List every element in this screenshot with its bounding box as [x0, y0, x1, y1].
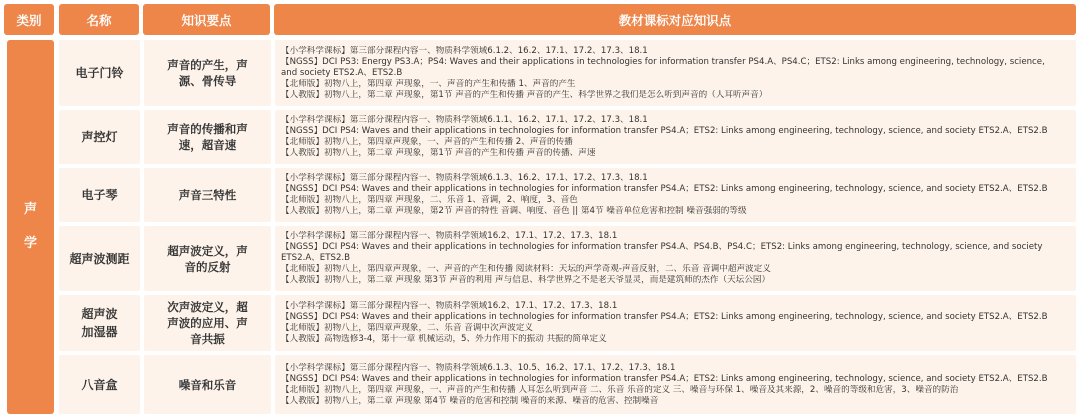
table-row — [59, 355, 1076, 414]
row-knowledge-point: 超声波定义，声 音的反射 — [144, 226, 271, 291]
table-row — [59, 40, 1076, 106]
mapping-line: 【NGSS】DCI PS4: Waves and their applications in technologies for information transfer PS4.A、PS4.B、PS4.C；ETS2: Links among engineering, technology, science, and society — [281, 242, 1043, 252]
row-knowledge-point: 声音的产生，声 源、骨传导 — [144, 40, 271, 106]
mapping-line: 【NGSS】DCI PS4: Waves and their applications in technologies for information transfer PS4.A；ETS2: Links among engineering, technology, science, and society ETS2.A、ETS2.B — [281, 373, 1048, 384]
mapping-line: 【小学科学课标】第三部分课程内容一、物质科学领域6.1.2、16.2、17.1、17.2、17.3、18.1 — [281, 45, 648, 56]
mapping-line: 【NGSS】DCI PS3: Energy PS3.A；PS4: Waves and their applications in technologies for information transfer PS4.A、PS4.C；ETS2: Links among engineering, technology, science, — [281, 56, 1045, 67]
row-mapping — [275, 355, 1076, 414]
row-mapping — [275, 226, 1076, 291]
mapping-line: 【NGSS】DCI PS4: Waves and their applications in technologies for information transfer PS4.A；ETS2: Links among engineering, technology, science, and society ETS2.A、ETS2.B — [281, 312, 1048, 322]
mapping-line: 【NGSS】DCI PS4: Waves and their applications in technologies for information transfer PS4.A；ETS2: Links among engineering, technology, science, and society ETS2.A、ETS2.B — [281, 184, 1048, 194]
category-char: 学 — [23, 236, 37, 251]
row-mapping — [275, 110, 1076, 164]
row-mapping — [275, 40, 1076, 106]
table-row — [59, 295, 1076, 351]
table-row — [59, 226, 1076, 291]
mapping-line: and society ETS2.A、ETS2.B — [281, 67, 403, 78]
header-mapping: 教材课标对应知识点 — [274, 4, 1076, 35]
mapping-line: 【人教版】初物八上，第二章 声现象 第4节 噪音的危害和控制 噪音的来源、噪音的危害、控制噪音 — [281, 395, 659, 406]
mapping-line: ETS2.A、ETS2.B — [281, 253, 351, 263]
mapping-line: 【北师版】初物八上，第四章 声现象，一、声音的产生和传播 1、声音的产生 — [281, 78, 576, 89]
row-name: 电子门铃 — [59, 40, 140, 106]
mapping-line: 【小学科学课标】第三部分课程内容一、物质科学领域16.2、17.1、17.2、17.3、18.1 — [281, 231, 618, 241]
row-knowledge-point: 次声波定义，超 声波的应用、声 音共振 — [144, 295, 271, 351]
table-row — [59, 168, 1076, 222]
row-knowledge-point: 声音的传播和声 速，超音速 — [144, 110, 271, 164]
mapping-line: 【人教版】初物八上，第二章 声现象，第1节 声音的产生和传播 声音的传播、声速 — [281, 148, 596, 158]
mapping-line: 【北师版】初物八上，第四章声现象，一、声音的产生和传播 阅读材料：天坛的声学奇观-声音反射，二、乐音 音调中超声波定义 — [281, 264, 771, 274]
category-char: 声 — [23, 202, 37, 217]
mapping-line: 【北师版】初物八上，第四章声现象，一、声音的产生和传播 2、声音的传播 — [281, 137, 573, 147]
mapping-line: 【小学科学课标】第三部分课程内容一、物质科学领域6.1.3、16.2、17.1、17.2、17.3、18.1 — [281, 173, 648, 183]
mapping-line: 【小学科学课标】第三部分课程内容一、物质科学领域6.1.1、16.2、17.1、17.2、17.3、18.1 — [281, 115, 648, 125]
row-mapping — [275, 168, 1076, 222]
header-category: 类别 — [4, 4, 54, 35]
header-name: 名称 — [59, 4, 139, 35]
mapping-line: 【北师版】初物八上，第四章 声现象，二、乐音 1、音调，2、响度，3、音色 — [281, 195, 578, 205]
mapping-line: 【NGSS】DCI PS4: Waves and their applications in technologies for information transfer PS4.A；ETS2: Links among engineering, technology, science, and society ETS2.A、ETS2.B — [281, 126, 1048, 136]
row-knowledge-point: 噪音和乐音 — [144, 355, 271, 414]
mapping-line: 【人教版】初物八上，第二章 声现象，第2节 声音的特性 音调、响度、音色 || 第4节 噪音单位危害和控制 噪音强弱的等级 — [281, 206, 747, 216]
mapping-line: 【小学科学课标】第三部分课程内容一、物质科学领域6.1.3、10.5、16.2、17.1、17.2、17.3、18.1 — [281, 362, 676, 373]
mapping-line: 【北师版】初物八上，第四章声现象，二、乐音 音调中次声波定义 — [281, 323, 533, 333]
header-point: 知识要点 — [143, 4, 270, 35]
row-knowledge-point: 声音三特性 — [144, 168, 271, 222]
mapping-line: 【人教版】初物八上，第二章 声现象，第1节 声音的产生和传播 声音的产生、科学世界之我们是怎么听到声音的（人耳听声音） — [281, 89, 768, 100]
row-name: 电子琴 — [59, 168, 140, 222]
mapping-line: 【小学科学课标】第三部分课程内容一、物质科学领域16.2、17.1、17.2、17.3、18.1 — [281, 301, 618, 311]
mapping-line: 【北师版】初物八上，第四章 声现象，一、声音的产生和传播 人耳怎么听到声音 二、乐音 乐音的定义 三、噪音与环保 1、噪音及其来源，2、噪音的等级和危害，3、噪音的防治 — [281, 384, 959, 395]
table-row — [59, 110, 1076, 164]
mapping-line: 【人教版】初物八上，第二章 声现象 第3节 声音的利用 声与信息、科学世界之不是老天爷显灵，而是建筑师的杰作（天坛公园） — [281, 275, 771, 285]
row-name: 超声波 加湿器 — [59, 295, 140, 351]
row-name: 声控灯 — [59, 110, 140, 164]
row-mapping — [275, 295, 1076, 351]
category-cell — [7, 40, 54, 414]
mapping-line: 【人教版】高物选修3-4，第十一章 机械运动，5、外力作用下的振动 共振的简单定义 — [281, 334, 607, 344]
row-name: 超声波测距 — [59, 226, 140, 291]
row-name: 八音盒 — [59, 355, 140, 414]
